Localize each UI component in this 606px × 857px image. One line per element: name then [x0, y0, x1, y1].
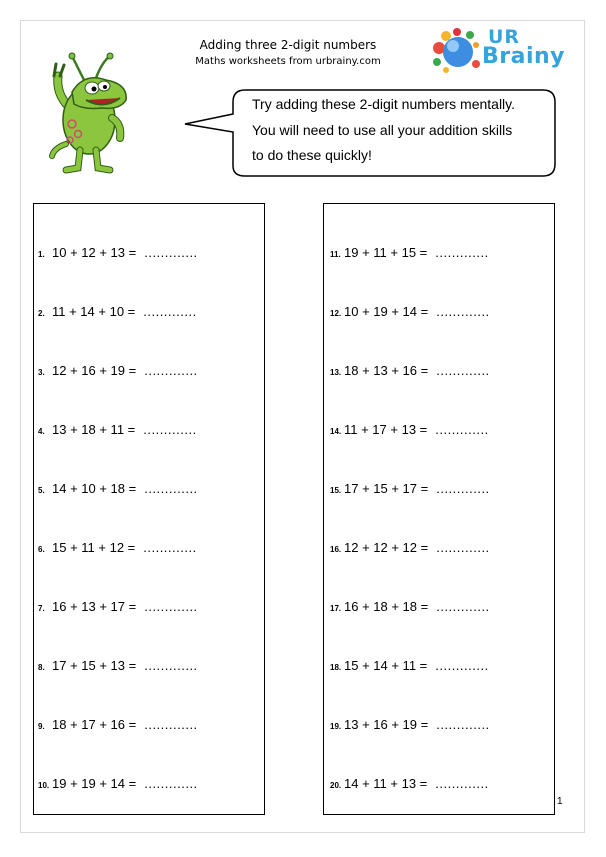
problem-item: [330, 245, 489, 265]
problem-number: 13.: [330, 368, 342, 377]
answer-blank[interactable]: .............: [436, 304, 490, 319]
problem-number: 5.: [38, 486, 45, 495]
problem-expression: 11 + 14 + 10 =: [52, 304, 136, 319]
problem-number: 10.: [38, 781, 50, 790]
problem-expression: 15 + 11 + 12 =: [52, 540, 136, 555]
problem-item: [38, 717, 198, 737]
answer-blank[interactable]: .............: [144, 599, 198, 614]
answer-blank[interactable]: .............: [436, 363, 490, 378]
worksheet-title: Adding three 2-digit numbers: [199, 38, 377, 52]
problem-item: [330, 658, 489, 678]
urbrainy-logo: [430, 26, 566, 76]
problem-expression: 12 + 12 + 12 =: [344, 540, 429, 555]
problem-expression: 18 + 17 + 16 =: [52, 717, 137, 732]
answer-blank[interactable]: .............: [143, 304, 197, 319]
problem-expression: 16 + 18 + 18 =: [344, 599, 429, 614]
answer-blank[interactable]: .............: [435, 422, 489, 437]
problem-item: [38, 540, 197, 560]
problem-expression: 18 + 13 + 16 =: [344, 363, 429, 378]
problem-number: 12.: [330, 309, 342, 318]
problem-expression: 12 + 16 + 19 =: [52, 363, 137, 378]
page-number: 1: [557, 796, 563, 807]
answer-blank[interactable]: .............: [435, 245, 489, 260]
problem-item: [38, 658, 198, 678]
problem-expression: 11 + 17 + 13 =: [344, 422, 428, 437]
answer-blank[interactable]: .............: [144, 658, 198, 673]
problem-number: 6.: [38, 545, 45, 554]
problem-number: 3.: [38, 368, 45, 377]
problem-item: [330, 422, 489, 442]
problem-number: 18.: [330, 663, 342, 672]
problem-expression: 15 + 14 + 11 =: [344, 658, 428, 673]
problem-expression: 13 + 18 + 11 =: [52, 422, 136, 437]
problem-expression: 14 + 11 + 13 =: [344, 776, 428, 791]
problem-number: 14.: [330, 427, 342, 436]
problem-item: [330, 599, 490, 619]
problem-item: [330, 540, 490, 560]
problem-expression: 19 + 11 + 15 =: [344, 245, 428, 260]
answer-blank[interactable]: .............: [144, 717, 198, 732]
problem-expression: 19 + 19 + 14 =: [52, 776, 137, 791]
problem-item: [38, 363, 198, 383]
problem-item: [38, 481, 198, 501]
bubble-line-2: You will need to use all your addition skills: [252, 122, 513, 138]
problem-item: [38, 422, 197, 442]
problem-number: 15.: [330, 486, 342, 495]
answer-blank[interactable]: .............: [435, 658, 489, 673]
problem-expression: 10 + 19 + 14 =: [344, 304, 429, 319]
problem-item: [330, 481, 490, 501]
problem-number: 16.: [330, 545, 342, 554]
logo-text-brainy: Brainy: [482, 44, 566, 69]
logo-text-ur: UR: [488, 26, 521, 48]
answer-blank[interactable]: .............: [144, 481, 198, 496]
worksheet-subtitle: Maths worksheets from urbrainy.com: [195, 56, 381, 67]
answer-blank[interactable]: .............: [144, 245, 198, 260]
problem-expression: 10 + 12 + 13 =: [52, 245, 137, 260]
answer-blank[interactable]: .............: [436, 481, 490, 496]
problem-number: 2.: [38, 309, 45, 318]
problem-number: 4.: [38, 427, 45, 436]
problem-item: [38, 599, 198, 619]
problem-number: 20.: [330, 781, 342, 790]
problem-number: 19.: [330, 722, 342, 731]
problem-item: [330, 776, 489, 796]
answer-blank[interactable]: .............: [143, 540, 197, 555]
problem-number: 9.: [38, 722, 45, 731]
answer-blank[interactable]: .............: [436, 540, 490, 555]
problem-expression: 16 + 13 + 17 =: [52, 599, 137, 614]
problem-number: 8.: [38, 663, 45, 672]
logo-balls-icon: [430, 26, 490, 76]
problem-item: [38, 245, 198, 265]
problem-expression: 13 + 16 + 19 =: [344, 717, 429, 732]
alien-character-icon: [44, 52, 144, 177]
problem-expression: 14 + 10 + 18 =: [52, 481, 137, 496]
problem-number: 7.: [38, 604, 45, 613]
answer-blank[interactable]: .............: [143, 422, 197, 437]
problem-item: [38, 776, 198, 796]
problem-expression: 17 + 15 + 17 =: [344, 481, 429, 496]
answer-blank[interactable]: .............: [436, 599, 490, 614]
answer-blank[interactable]: .............: [144, 363, 198, 378]
problem-number: 11.: [330, 250, 341, 259]
problem-number: 17.: [330, 604, 342, 613]
problem-expression: 17 + 15 + 13 =: [52, 658, 137, 673]
problem-item: [330, 717, 490, 737]
bubble-line-1: Try adding these 2-digit numbers mentally.: [252, 96, 516, 112]
bubble-line-3: to do these quickly!: [252, 147, 372, 163]
problem-item: [330, 363, 490, 383]
answer-blank[interactable]: .............: [144, 776, 198, 791]
problem-item: [38, 304, 197, 324]
answer-blank[interactable]: .............: [436, 717, 490, 732]
answer-blank[interactable]: .............: [435, 776, 489, 791]
problem-item: [330, 304, 490, 324]
problem-number: 1.: [38, 250, 45, 259]
